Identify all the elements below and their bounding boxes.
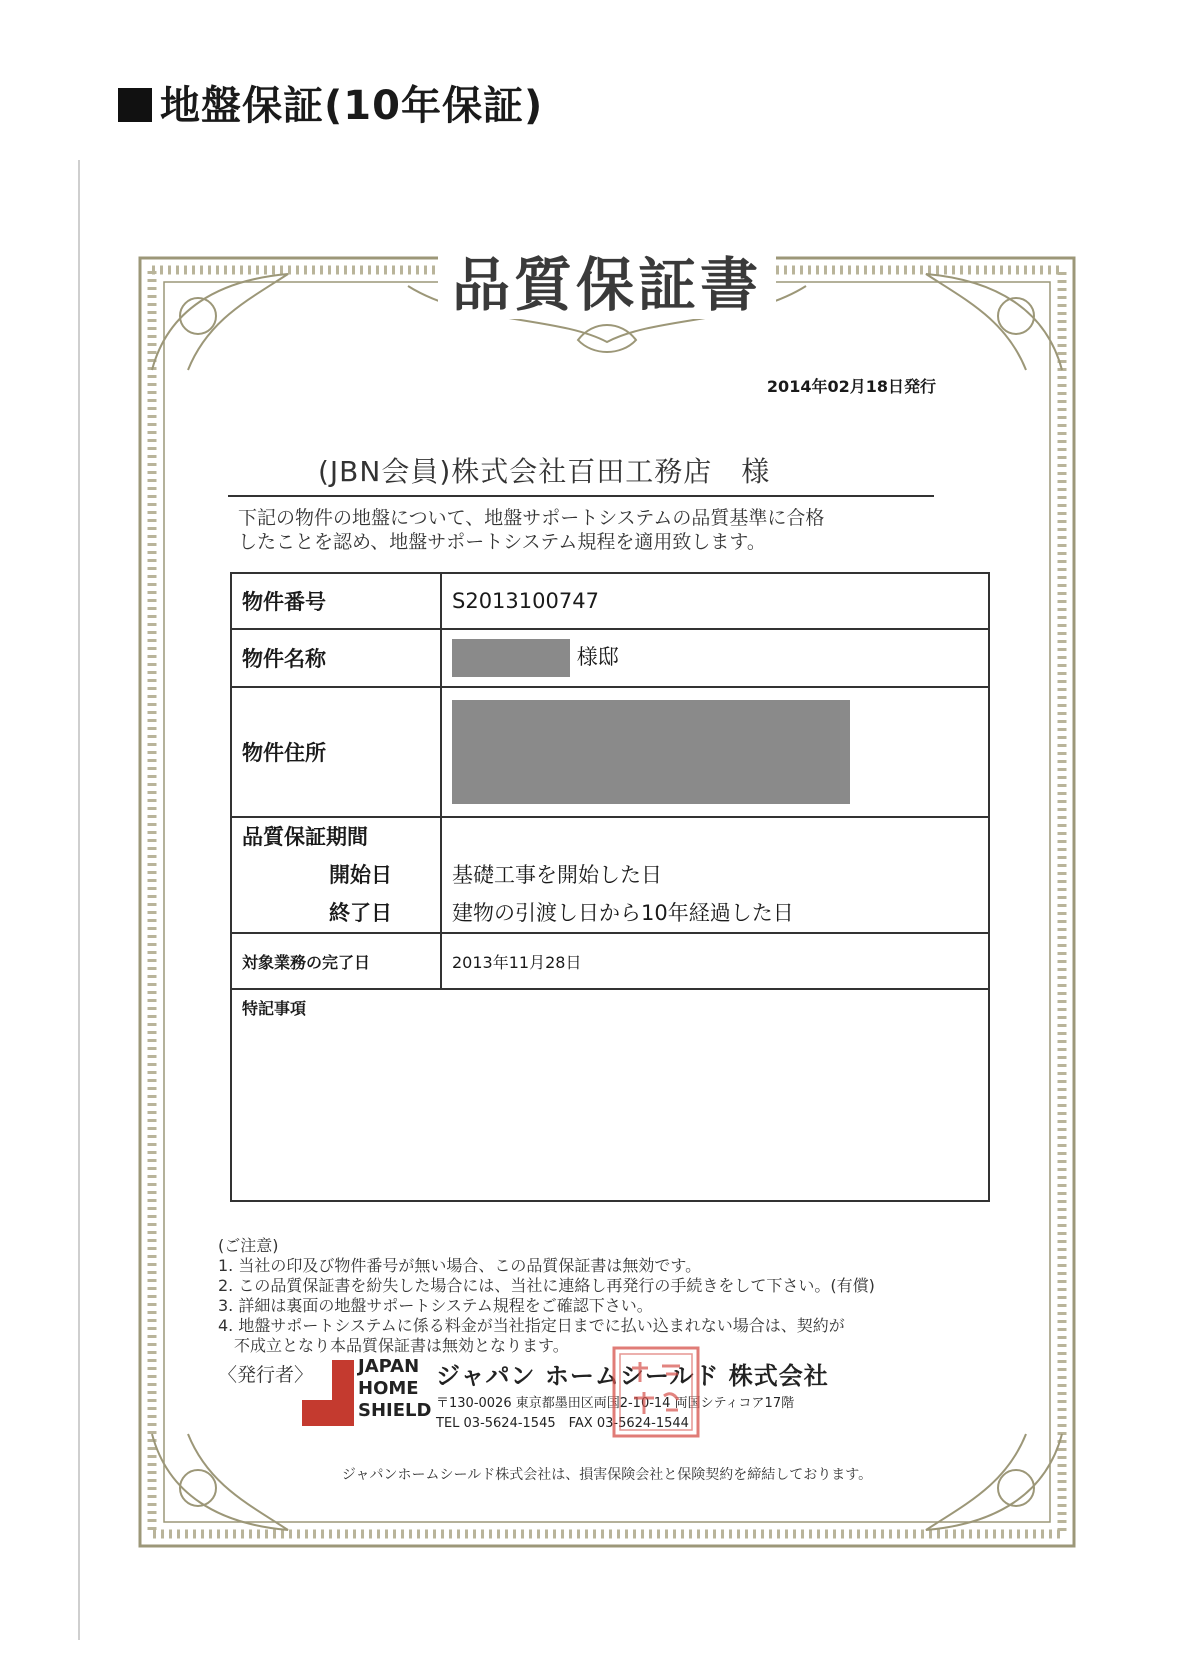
redacted-name bbox=[452, 639, 570, 677]
special-notes-cell bbox=[231, 989, 989, 1201]
caution-item: 4. 地盤サポートシステムに係る料金が当社指定日までに払い込まれない場合は、契約が bbox=[218, 1316, 845, 1335]
issuer-label: 〈発行者〉 bbox=[218, 1364, 314, 1386]
property-name-label: 物件名称 bbox=[231, 629, 441, 687]
insurance-note: ジャパンホームシールド株式会社は、損害保険会社と保険契約を締結しております。 bbox=[341, 1467, 873, 1483]
issue-date: 2014年02月18日発行 bbox=[766, 377, 936, 396]
property-number-label: 物件番号 bbox=[231, 573, 441, 629]
issuer-phone-fax: TEL 03-5624-1545 FAX 03-5624-1544 bbox=[436, 1416, 689, 1431]
completion-date-label: 対象業務の完了日 bbox=[231, 933, 441, 989]
cautions-heading: (ご注意) bbox=[218, 1236, 279, 1255]
redacted-address bbox=[452, 700, 850, 804]
issuer-address: 〒130-0026 東京都墨田区両国2-10-14 両国シティコア17階 bbox=[436, 1396, 795, 1411]
table-row bbox=[231, 573, 989, 629]
warranty-period-labels bbox=[231, 817, 441, 933]
property-details-table bbox=[230, 572, 990, 1202]
cautions bbox=[218, 1236, 978, 1356]
issuer-company-name: ジャパン ホームシールド 株式会社 bbox=[436, 1362, 829, 1390]
caution-item: 3. 詳細は裏面の地盤サポートシステム規程をご確認下さい。 bbox=[218, 1296, 653, 1315]
caution-item: 2. この品質保証書を紛失した場合には、当社に連絡し再発行の手続きをして下さい。(有償) bbox=[218, 1276, 875, 1295]
table-row bbox=[231, 817, 989, 933]
caution-item: 不成立となり本品質保証書は無効となります。 bbox=[218, 1336, 569, 1355]
recipient-underline bbox=[228, 495, 934, 497]
property-name-cell bbox=[441, 629, 989, 687]
page-margin-line bbox=[78, 160, 80, 1640]
caution-item: 1. 当社の印及び物件番号が無い場合、この品質保証書は無効です。 bbox=[218, 1256, 702, 1275]
property-name-suffix: 様邸 bbox=[576, 645, 619, 669]
property-number-value: S2013100747 bbox=[441, 573, 989, 629]
company-seal-stamp-icon bbox=[610, 1344, 702, 1440]
warranty-period-values bbox=[441, 817, 989, 933]
quality-certificate bbox=[138, 220, 1076, 1560]
square-bullet-icon bbox=[118, 88, 152, 122]
table-row bbox=[231, 629, 989, 687]
recipient-name: (JBN会員)株式会社百田工務店 様 bbox=[318, 455, 771, 488]
table-row bbox=[231, 933, 989, 989]
table-row bbox=[231, 687, 989, 817]
certificate-statement: 下記の物件の地盤について、地盤サポートシステムの品質基準に合格 したことを認め、地盤サポートシステム規程を適用致します。 bbox=[238, 507, 825, 553]
property-address-label: 物件住所 bbox=[231, 687, 441, 817]
completion-date-value: 2013年11月28日 bbox=[441, 933, 989, 989]
page-heading bbox=[118, 74, 543, 131]
special-notes-label: 特記事項 bbox=[242, 999, 307, 1018]
start-date-label: 開始日 bbox=[329, 863, 392, 887]
logo-wordmark: JAPAN HOME SHIELD bbox=[358, 1356, 432, 1421]
certificate-title: 品質保証書 bbox=[138, 238, 1076, 322]
table-row bbox=[231, 989, 989, 1201]
japan-home-shield-logo-icon bbox=[302, 1360, 354, 1426]
page-heading-text: 地盤保証(10年保証) bbox=[160, 83, 544, 129]
property-address-cell bbox=[441, 687, 989, 817]
warranty-period-label: 品質保証期間 bbox=[242, 825, 368, 849]
end-date-label: 終了日 bbox=[329, 901, 392, 925]
end-date-value: 建物の引渡し日から10年経過した日 bbox=[452, 901, 794, 925]
start-date-value: 基礎工事を開始した日 bbox=[452, 863, 662, 887]
